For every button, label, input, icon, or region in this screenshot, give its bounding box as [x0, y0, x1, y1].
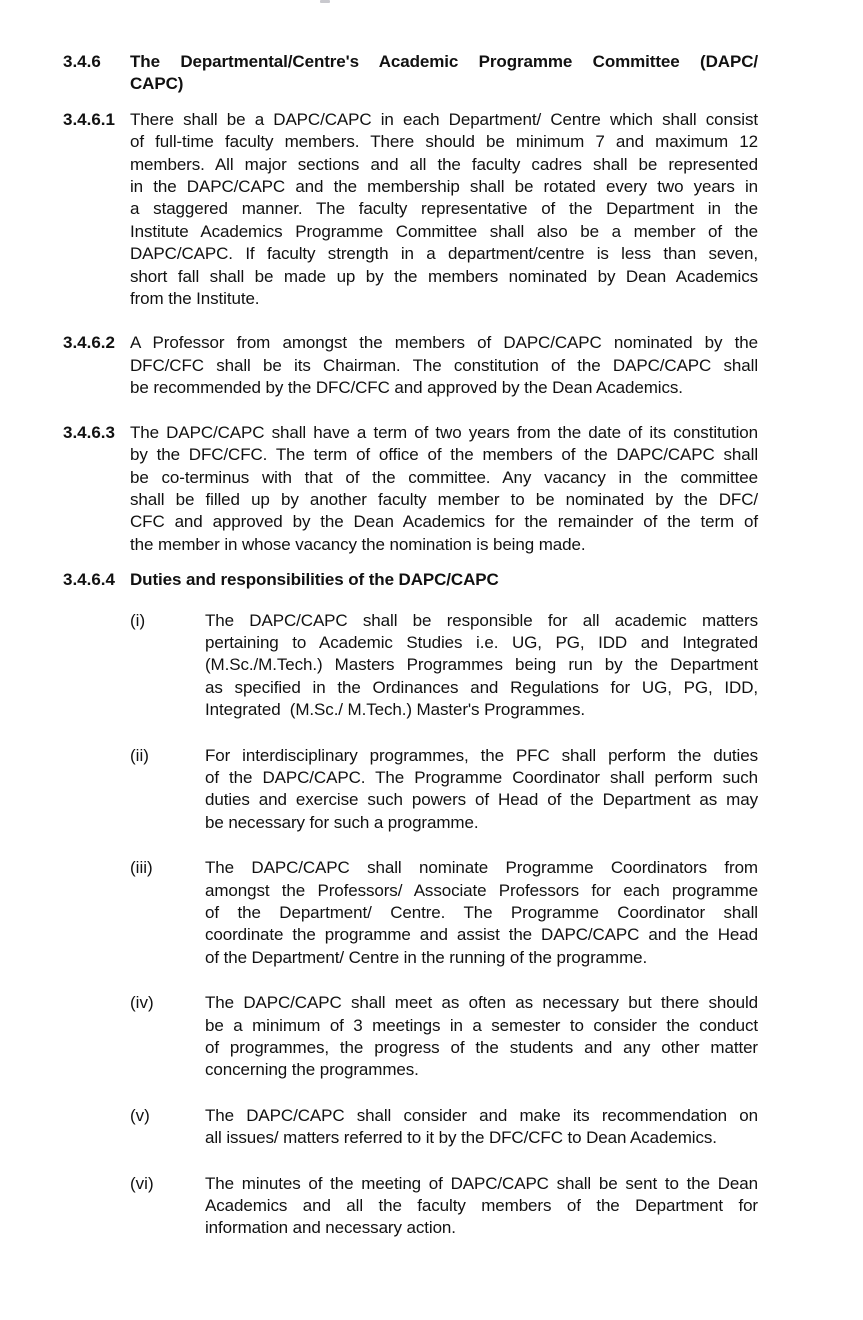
duty-text	[205, 610, 758, 722]
text-line: members. All major sections and all the faculty cadres shall be represented	[130, 154, 758, 174]
section-heading-3-4-6	[63, 51, 758, 96]
text-line: Duties and responsibilities of the DAPC/CAPC	[130, 570, 499, 590]
text-line: information and necessary action.	[205, 1218, 456, 1238]
text-line: Integrated (M.Sc./ M.Tech.) Master's Programmes.	[205, 700, 586, 720]
text-line: all issues/ matters referred to it by the DFC/CFC to Dean Academics.	[205, 1128, 717, 1148]
text-line: The Departmental/Centre's Academic Programme Committee (DAPC/	[130, 52, 758, 71]
text-line: a staggered manner. The faculty representative of the Department in the	[130, 199, 758, 219]
text-line: The DAPC/CAPC shall have a term of two years from the date of its constitution	[130, 422, 758, 442]
text-line: The DAPC/CAPC shall nominate Programme Coordinators from	[205, 858, 758, 878]
text-line: be a minimum of 3 meetings in a semester to consider the conduct	[205, 1015, 758, 1035]
duty-marker: (iii)	[130, 858, 153, 878]
text-line: by the DFC/CFC. The term of office of the members of the DAPC/CAPC shall	[130, 445, 758, 465]
duty-text	[205, 745, 758, 835]
duty-text	[205, 992, 758, 1082]
text-line: of full-time faculty members. There should be minimum 7 and maximum 12	[130, 132, 758, 152]
text-line: be recommended by the DFC/CFC and approved by the Dean Academics.	[130, 378, 683, 398]
text-line: Institute Academics Programme Committee shall also be a member of the	[130, 221, 758, 241]
clause-text	[130, 109, 758, 311]
text-line: pertaining to Academic Studies i.e. UG, PG, IDD and Integrated	[205, 632, 758, 652]
duty-text	[205, 1173, 758, 1240]
text-line: DFC/CFC shall be its Chairman. The constitution of the DAPC/CAPC shall	[130, 355, 758, 375]
clause-text	[130, 422, 758, 556]
text-line: be co-terminus with that of the committee. Any vacancy in the committee	[130, 467, 758, 487]
clause-text	[130, 332, 758, 399]
clause-3-4-6-3	[63, 422, 758, 556]
duty-item-i	[130, 610, 758, 722]
text-line: of the DAPC/CAPC. The Programme Coordinator shall perform such	[205, 767, 758, 787]
text-line: of programmes, the progress of the students and any other matter	[205, 1038, 758, 1058]
text-line: CFC and approved by the Dean Academics for the remainder of the term of	[130, 512, 758, 532]
text-line: from the Institute.	[130, 289, 260, 309]
duty-text	[205, 857, 758, 969]
clause-3-4-6-4	[63, 569, 758, 591]
text-line: There shall be a DAPC/CAPC in each Department/ Centre which shall consist	[130, 109, 758, 129]
text-line: For interdisciplinary programmes, the PFC shall perform the duties	[205, 745, 758, 765]
text-line: the member in whose vacancy the nomination is being made.	[130, 534, 586, 554]
text-line: CAPC)	[130, 74, 184, 94]
duty-item-vi	[130, 1173, 758, 1240]
text-line: The minutes of the meeting of DAPC/CAPC shall be sent to the Dean	[205, 1173, 758, 1193]
text-line: (M.Sc./M.Tech.) Masters Programmes being run by the Department	[205, 655, 758, 675]
duty-marker: (vi)	[130, 1173, 154, 1193]
duty-text	[205, 1105, 758, 1150]
duty-marker: (iv)	[130, 993, 154, 1013]
clause-number: 3.4.6	[63, 52, 101, 71]
text-line: DAPC/CAPC. If faculty strength in a department/centre is less than seven,	[130, 244, 758, 264]
text-line: be necessary for such a programme.	[205, 812, 479, 832]
duty-item-iv	[130, 992, 758, 1082]
clause-number: 3.4.6.3	[63, 422, 115, 442]
clause-number: 3.4.6.1	[63, 109, 115, 129]
text-line: amongst the Professors/ Associate Professors for each programme	[205, 880, 758, 900]
text-line: The DAPC/CAPC shall be responsible for all academic matters	[205, 610, 758, 630]
text-line: of the Department/ Centre in the running of the programme.	[205, 947, 648, 967]
text-line: short fall shall be made up by the members nominated by Dean Academics	[130, 266, 758, 286]
clause-text	[130, 569, 758, 591]
text-line: Academics and all the faculty members of the Department for	[205, 1196, 758, 1216]
clause-number: 3.4.6.4	[63, 570, 115, 590]
duty-item-v	[130, 1105, 758, 1150]
text-line: in the DAPC/CAPC and the membership shall be rotated every two years in	[130, 177, 758, 197]
clause-text	[130, 51, 758, 96]
duty-item-ii	[130, 745, 758, 835]
duty-marker: (i)	[130, 610, 146, 630]
text-line: duties and exercise such powers of Head of the Department as may	[205, 790, 758, 810]
text-line: of the Department/ Centre. The Programme Coordinator shall	[205, 903, 758, 922]
duty-marker: (v)	[130, 1105, 150, 1125]
clause-number: 3.4.6.2	[63, 333, 115, 353]
clause-3-4-6-1	[63, 109, 758, 311]
text-line: as specified in the Ordinances and Regulations for UG, PG, IDD,	[205, 677, 758, 697]
duty-item-iii	[130, 857, 758, 969]
clause-3-4-6-2	[63, 332, 758, 399]
text-line: shall be filled up by another faculty member to be nominated by the DFC/	[130, 489, 758, 509]
text-line: coordinate the programme and assist the DAPC/CAPC and the Head	[205, 925, 758, 945]
text-line: The DAPC/CAPC shall meet as often as necessary but there should	[205, 993, 758, 1013]
duty-marker: (ii)	[130, 745, 149, 765]
scan-artifact	[320, 0, 330, 3]
text-line: The DAPC/CAPC shall consider and make its recommendation on	[205, 1105, 758, 1125]
text-line: A Professor from amongst the members of DAPC/CAPC nominated by the	[130, 333, 758, 353]
text-line: concerning the programmes.	[205, 1060, 419, 1080]
